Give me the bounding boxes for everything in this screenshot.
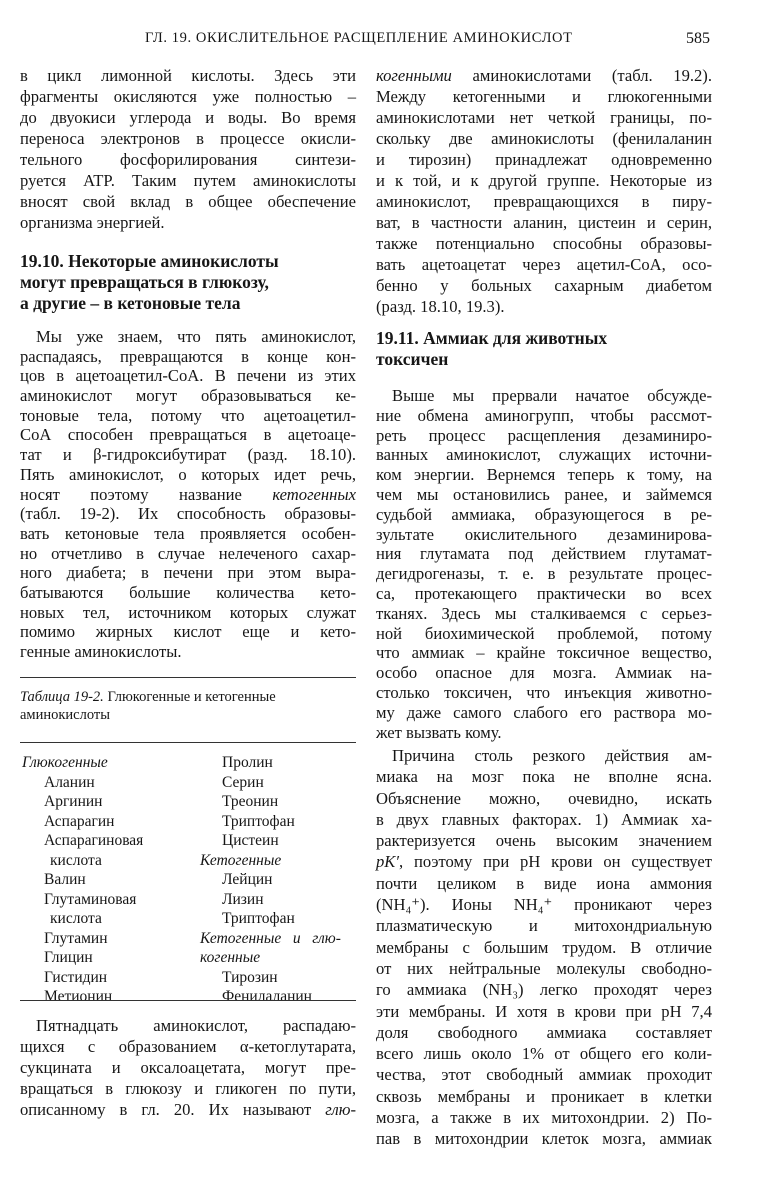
table-cell: Глицин — [44, 949, 93, 966]
text-line: доля свободного аммиака составляет — [376, 1022, 712, 1042]
table-cell: Аланин — [44, 773, 95, 791]
table-caption — [20, 688, 356, 724]
table-caption-label: Таблица 19-2. — [20, 689, 104, 705]
table-column-right — [200, 753, 356, 1007]
text-line: тат и β-гидроксибутират (разд. 18.10). — [20, 445, 356, 465]
text-line: вращаться в глюкозу и гликоген по пути, — [20, 1079, 356, 1098]
page-number: 585 — [686, 30, 710, 47]
text-line: руется ATP. Таким путем аминокислоты — [20, 171, 356, 190]
right-paragraph-2 — [376, 386, 712, 742]
text-span: , поэтому при pH крови он существует — [399, 852, 712, 872]
italic-term: pK′ — [376, 852, 399, 872]
text-line: в цикл лимонной кислоты. Здесь эти — [20, 66, 356, 85]
text-line: бенно у больных сахарным диабетом — [376, 276, 712, 295]
table-cell: кислота — [50, 851, 102, 869]
text-line: Причина столь резкого действия ам- — [392, 746, 712, 765]
text-line: жет вызвать кому. — [376, 722, 502, 742]
text-line: генные аминокислоты. — [20, 642, 182, 661]
text-line: миака на мозг пока не вполне ясна. — [376, 767, 712, 787]
text-line: распадаясь, превращаются в конце кон- — [20, 346, 356, 366]
text-line: также потенциально способны образовы- — [376, 234, 712, 253]
text-line: вать ацетоацетат через ацетил-СоА, осо- — [376, 255, 712, 274]
text-line: са, протекающего практически во всех — [376, 583, 712, 603]
text-line: что аммиак – крайне токсичное вещество, — [376, 643, 712, 663]
text-line: тоновые тела, потому что ацетоацетил- — [20, 405, 356, 425]
text-line: батываются большие количества кето- — [20, 582, 356, 602]
heading-line: токсичен — [376, 349, 449, 369]
table-cell: Фенилаланин — [222, 988, 312, 1005]
text-line — [376, 851, 712, 872]
text-line: столько токсичен, что инъекция животно- — [376, 682, 712, 702]
text-line — [20, 485, 356, 505]
text-line: (табл. 19-2). Их способность образовы- — [20, 504, 356, 524]
text-line: до двуокиси углерода и воды. Во время — [20, 108, 356, 127]
italic-term: кетогенных — [272, 484, 356, 504]
text-span: описанному в гл. 20. Их называют — [20, 1100, 326, 1119]
heading-line: 19.11. Аммиак для животных — [376, 328, 608, 348]
table-cell: Гистидин — [44, 968, 108, 986]
left-paragraph-2 — [20, 327, 356, 662]
text-line: пав в митохондрии клеток мозга, аммиак — [376, 1129, 712, 1149]
text-line: СоА способен превращаться в ацетоаце- — [20, 425, 356, 445]
table-bottom-rule — [20, 1000, 356, 1001]
text-line: всего лишь около 1% от общего его коли- — [376, 1044, 712, 1064]
table-group-heading: когенные — [200, 949, 261, 966]
text-line: но отчетливо в случае нелеченого сахар- — [20, 543, 356, 563]
text-line: щихся с образованием α-кетоглутарата, — [20, 1037, 356, 1056]
table-column-glucogenic — [22, 753, 202, 1007]
table-cell: Аспарагиновая — [44, 832, 144, 849]
text-line: ват, в частности аланин, цистеин и серин, — [376, 213, 712, 232]
italic-term: глю- — [325, 1100, 356, 1119]
table-group-heading: Глюкогенные — [22, 754, 108, 771]
text-line: Выше мы прервали начатое обсужде- — [392, 386, 712, 405]
table-cell: Глутамин — [44, 929, 108, 947]
text-span: носят поэтому название — [20, 484, 273, 504]
text-line: новых тел, источником которых служат — [20, 602, 356, 622]
text-line: цов в ацетоацетил-СоА. В печени из этих — [20, 366, 356, 386]
text-line: вносят свой вклад в общее обеспечение — [20, 192, 356, 211]
text-line: зультате окислительного дезаминирова- — [376, 524, 712, 544]
table-caption-text: Глюкогенные и кетогенные — [103, 689, 276, 705]
text-line: и тирозин) принадлежат одновременно — [376, 150, 712, 169]
text-line: (разд. 18.10, 19.3). — [376, 297, 505, 316]
running-header: ГЛ. 19. ОКИСЛИТЕЛЬНОЕ РАСЩЕПЛЕНИЕ АМИНОКИСЛОТ — [145, 30, 573, 46]
section-heading-19-11 — [376, 328, 712, 370]
text-line: реть процесс расщепления дезаминиро- — [376, 425, 712, 445]
italic-term: когенными — [376, 66, 452, 85]
table-cell: Глутаминовая — [44, 890, 137, 908]
table-cell: Цистеин — [222, 832, 279, 849]
text-line: го аммиака (NH₃) легко проходят через — [376, 980, 712, 1000]
table-cell: Серин — [222, 773, 264, 791]
text-line: Между кетогенными и глюкогенными — [376, 87, 712, 106]
text-line: особо опасное для мозга. Аммиак на- — [376, 663, 712, 683]
table-cell: Аргинин — [44, 793, 103, 810]
section-heading-19-10 — [20, 251, 356, 314]
text-line: вать кетоновые тела проявляется особен- — [20, 523, 356, 543]
text-line: ния глутамата под действием глутамат- — [376, 544, 712, 564]
text-line: чем мы остановились ранее, и займемся — [376, 484, 712, 504]
table-cell: Триптофан — [222, 910, 295, 927]
text-line: рактеризуется очень высоким значением — [376, 831, 712, 851]
heading-line: могут превращаться в глюкозу, — [20, 272, 269, 292]
text-line: тканях. Здесь мы сталкиваемся с серьез- — [376, 603, 712, 623]
text-line: мозга, а также в их митохондрии. 2) По- — [376, 1108, 712, 1128]
text-line: сукцината и оксалоацетата, могут пре- — [20, 1058, 356, 1077]
text-line: Мы уже знаем, что пять аминокислот, — [36, 327, 356, 346]
text-line: ванных аминокислот, служащих источни- — [376, 445, 712, 465]
left-paragraph-1 — [20, 65, 356, 233]
text-line: организма энергией. — [20, 213, 165, 232]
text-line: почти целиком в виде иона аммония — [376, 873, 712, 893]
text-line: скольку две аминокислоты (фенилаланин — [376, 129, 712, 148]
text-line: судьбой аммиака, образующегося в ре- — [376, 504, 712, 524]
text-line: ние обмена аминогрупп, чтобы рассмот- — [376, 405, 712, 425]
text-line: плазматическую и митохондриальную — [376, 916, 712, 936]
heading-line: 19.10. Некоторые аминокислоты — [20, 251, 279, 271]
text-line: чества, этот свободный аммиак проходит — [376, 1065, 712, 1085]
table-cell: Аспарагин — [44, 812, 115, 830]
table-cell: Триптофан — [222, 812, 295, 830]
table-cell: Пролин — [222, 754, 273, 771]
table-group-heading: Кетогенные — [200, 851, 282, 869]
text-line: сквозь мембраны и проникает в клетки — [376, 1086, 712, 1106]
text-line: ком энергии. Вернемся теперь к тому, на — [376, 465, 712, 485]
text-line: аминокислот могут образовываться ке- — [20, 386, 356, 406]
right-paragraph-3 — [376, 745, 712, 1150]
text-line: ного диабета; в печени при этом выра- — [20, 563, 356, 583]
table-cell: Лейцин — [222, 871, 273, 888]
text-line: и к той, и к другой группе. Некоторые из — [376, 171, 712, 190]
text-line: ной биохимической проблемой, потому — [376, 623, 712, 643]
table-cell: Метионин — [44, 988, 113, 1005]
right-paragraph-1 — [376, 65, 712, 317]
table-cell: Треонин — [222, 793, 279, 810]
text-line: в двух главных факторах. 1) Аммиак ха- — [376, 809, 712, 829]
text-line: эти мембраны. И хотя в крови при pH 7,4 — [376, 1001, 712, 1021]
text-line: аминокислотами нет четкой границы, по- — [376, 108, 712, 127]
table-top-rule — [20, 677, 356, 678]
text-line: дегидрогеназы, т. е. в результате процес- — [376, 564, 712, 584]
text-line: помимо жирных кислот еще и кето- — [20, 622, 356, 642]
table-cell: Тирозин — [222, 968, 278, 986]
table-cell: Валин — [44, 871, 86, 888]
text-line: Пять аминокислот, о которых идет речь, — [20, 464, 356, 484]
text-line: мембраны с большим трудом. В отличие — [376, 937, 712, 957]
text-line: Объяснение можно, очевидно, искать — [376, 788, 712, 808]
text-line: (NH₄⁺). Ионы NH₄⁺ проникают через — [376, 895, 712, 915]
text-line — [20, 1099, 356, 1120]
left-paragraph-3 — [20, 1015, 356, 1120]
text-line: тельного фосфорилирования синтези- — [20, 150, 356, 169]
heading-line: а другие – в кетоновые тела — [20, 293, 241, 313]
text-line: Пятнадцать аминокислот, распадаю- — [36, 1016, 356, 1035]
text-line: фрагменты окисляются уже полностью – — [20, 87, 356, 106]
text-line: аминокислот, превращающихся в пиру- — [376, 192, 712, 211]
text-span: аминокислотами (табл. 19.2). — [451, 66, 712, 85]
table-cell: кислота — [50, 910, 102, 927]
text-line: му даже самого слабого его раствора мо- — [376, 702, 712, 722]
table-cell: Лизин — [222, 890, 264, 908]
text-line — [376, 65, 712, 86]
table-group-heading: Кетогенные и глю- — [200, 929, 341, 947]
table-header-rule — [20, 742, 356, 743]
table-caption-text-2: аминокислоты — [20, 707, 110, 723]
text-line: переноса электронов в процессе окисли- — [20, 129, 356, 148]
text-line: от них нейтральные молекулы свободно- — [376, 958, 712, 978]
